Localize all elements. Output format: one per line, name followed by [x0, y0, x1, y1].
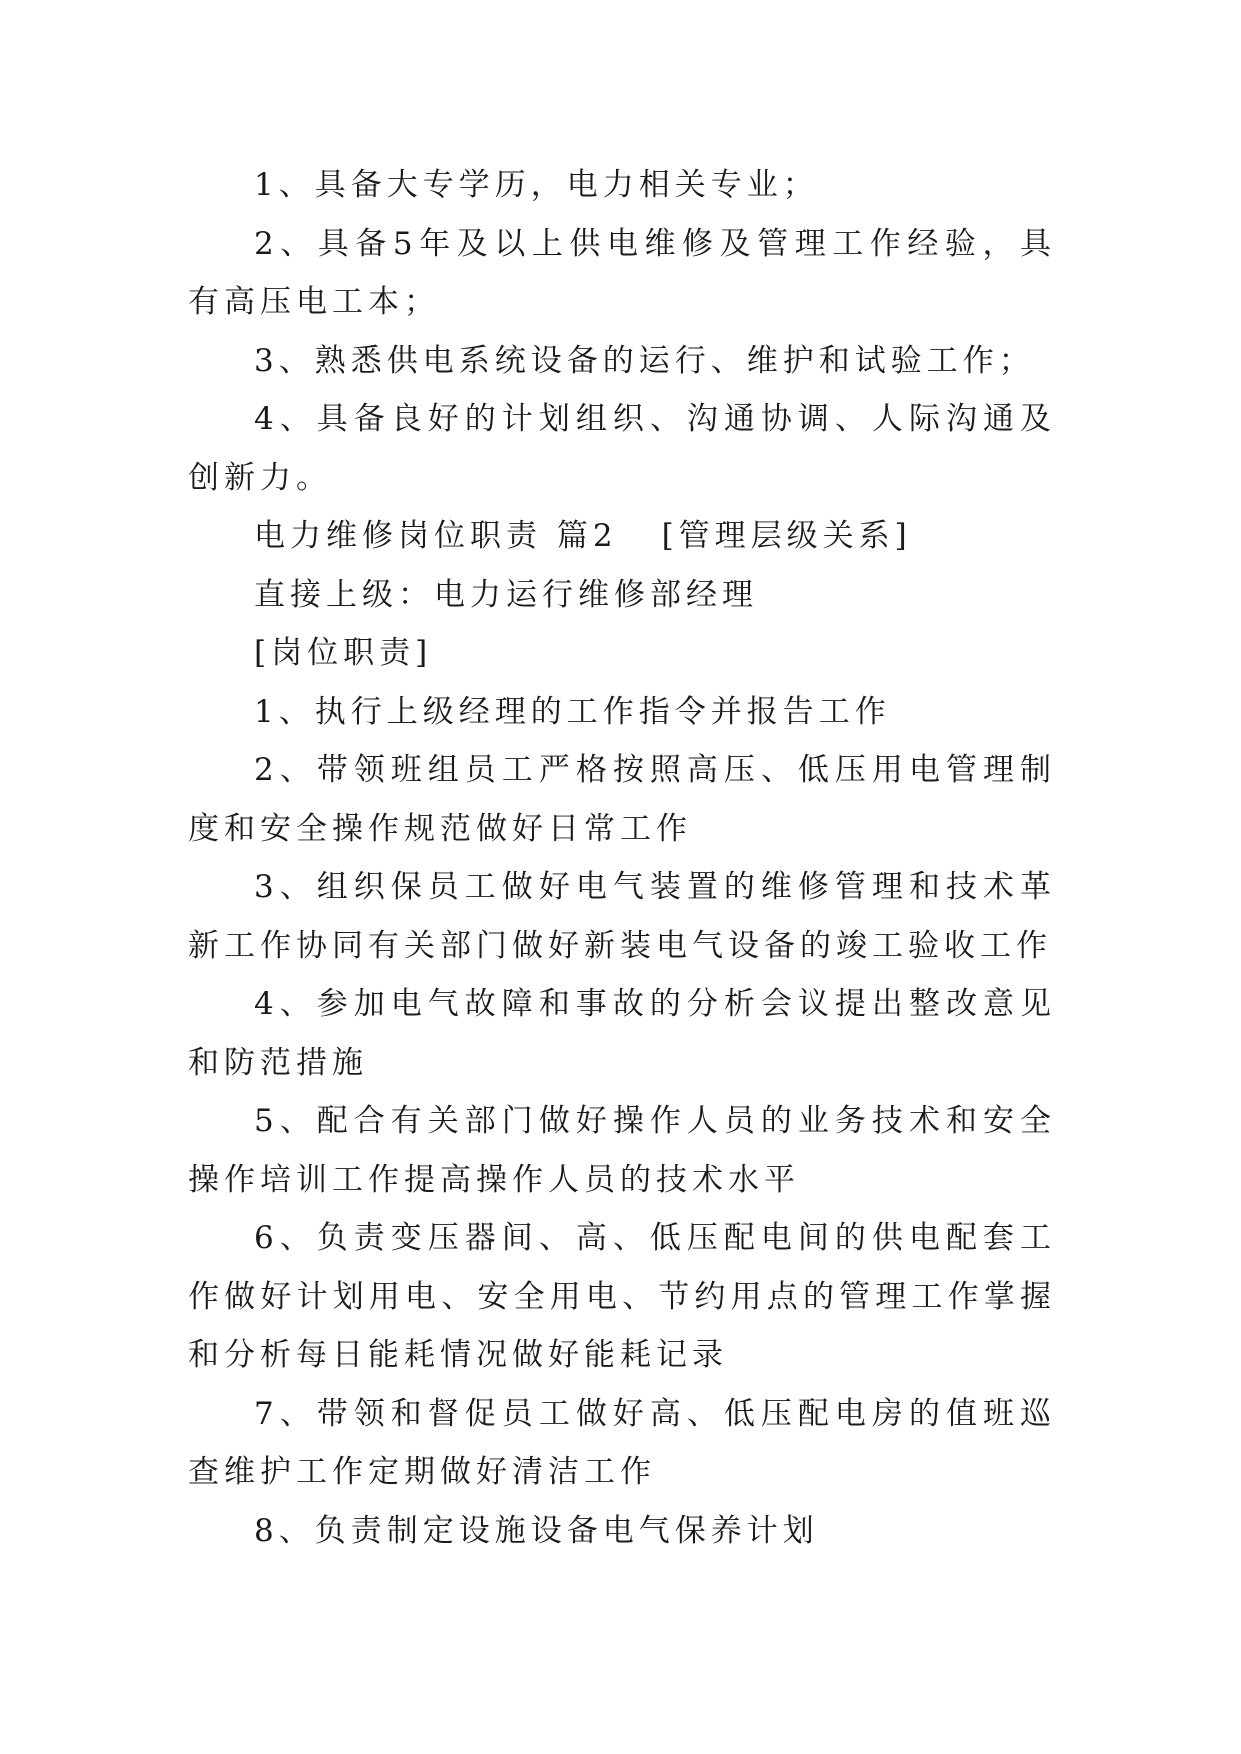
section-header: [188, 507, 1056, 566]
duties-heading: [岗位职责]: [254, 635, 433, 671]
duty-1: 1、执行上级经理的工作指令并报告工作: [254, 693, 891, 730]
duty-5: 5、配合有关部门做好操作人员的业务技术和安全操作培训工作提高操作人员的技术水平: [188, 1103, 1056, 1198]
duty-2: 2、带领班组员工严格按照高压、低压用电管理制度和安全操作规范做好日常工作: [188, 752, 1056, 847]
document-page: [188, 156, 1056, 1560]
requirement-2: 2、具备5年及以上供电维修及管理工作经验，具有高压电工本；: [188, 225, 1056, 320]
requirement-4: 4、具备良好的计划组织、沟通协调、人际沟通及创新力。: [188, 401, 1056, 496]
duty-7: 7、带领和督促员工做好高、低压配电房的值班巡查维护工作定期做好清洁工作: [188, 1395, 1056, 1490]
duty-3: 3、组织保员工做好电气装置的维修管理和技术革新工作协同有关部门做好新装电气设备的竣工验收工作: [188, 869, 1056, 964]
section-title: 电力维修岗位职责 篇2: [254, 518, 618, 554]
duty-6: 6、负责变压器间、高、低压配电间的供电配套工作做好计划用电、安全用电、节约用点的管理工作掌握和分析每日能耗情况做好能耗记录: [188, 1220, 1056, 1373]
duty-8: 8、负责制定设施设备电气保养计划: [254, 1512, 819, 1549]
section-subtitle: [管理层级关系]: [661, 518, 912, 554]
duty-4: 4、参加电气故障和事故的分析会议提出整改意见和防范措施: [188, 986, 1056, 1081]
requirement-3: 3、熟悉供电系统设备的运行、维护和试验工作；: [254, 342, 1035, 379]
supervisor-line: 直接上级：电力运行维修部经理: [254, 576, 758, 613]
requirement-1: 1、具备大专学历，电力相关专业；: [254, 167, 819, 203]
